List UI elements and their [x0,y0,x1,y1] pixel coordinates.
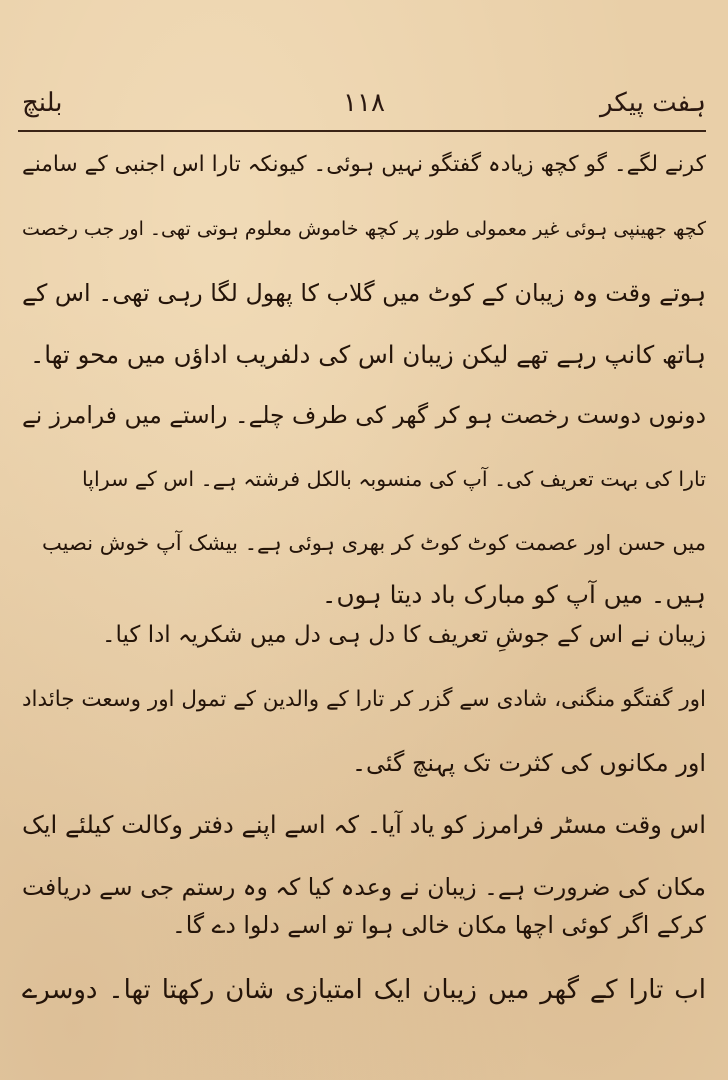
text-line: زیبان نے اس کے جوشِ تعریف کا دل ہی دل میں شکریہ ادا کیا۔ [102,622,706,648]
text-line: مکان کی ضرورت ہے۔ زیبان نے وعدہ کیا کہ وہ رستم جی سے دریافت [22,873,706,901]
text-line: ہیں۔ میں آپ کو مبارک باد دیتا ہوں۔ [322,580,706,609]
header-rule [18,130,706,132]
page-header [22,88,706,128]
text-line: کرکے اگر کوئی اچھا مکان خالی ہوا تو اسے دلوا دے گا۔ [171,911,706,939]
text-line: میں حسن اور عصمت کوٹ کوٹ کر بھری ہوئی ہے۔ بیشک آپ خوش نصیب [42,530,706,555]
text-line: اور مکانوں کی کثرت تک پہنچ گئی۔ [352,749,706,777]
page-number: ۱۱۸ [343,88,385,118]
text-line: اور گفتگو منگنی، شادی سے گزر کر تارا کے والدین کے تمول اور وسعت جائداد [22,687,706,712]
book-title: ہفت پیکر [600,88,706,118]
text-line: ہاتھ کانپ رہے تھے لیکن زیبان اس کی دلفریب اداؤں میں محو تھا۔ [30,340,706,369]
text-line: دونوں دوست رخصت ہو کر گھر کی طرف چلے۔ راستے میں فرامرز نے [22,401,706,429]
text-line: کچھ جھینپی ہوئی غیر معمولی طور پر کچھ خاموش معلوم ہوتی تھی۔ اور جب رخصت [22,218,706,240]
text-line: تارا کی بہت تعریف کی۔ آپ کی منسوبہ بالکل فرشتہ ہے۔ اس کے سراپا [82,467,706,491]
text-line: اس وقت مسٹر فرامرز کو یاد آیا۔ کہ اسے اپنے دفتر وکالت کیلئے ایک [22,810,706,839]
text-line: اب تارا کے گھر میں زیبان ایک امتیازی شان رکھتا تھا۔ دوسرے [22,975,706,1005]
running-header-word: بلنچ [22,88,63,118]
text-line: ہوتے وقت وہ زیبان کے کوٹ میں گلاب کا پھول لگا رہی تھی۔ اس کے [22,279,706,307]
text-line: کرنے لگے۔ گو کچھ زیادہ گفتگو نہیں ہوئی۔ کیونکہ تارا اس اجنبی کے سامنے [22,152,706,177]
